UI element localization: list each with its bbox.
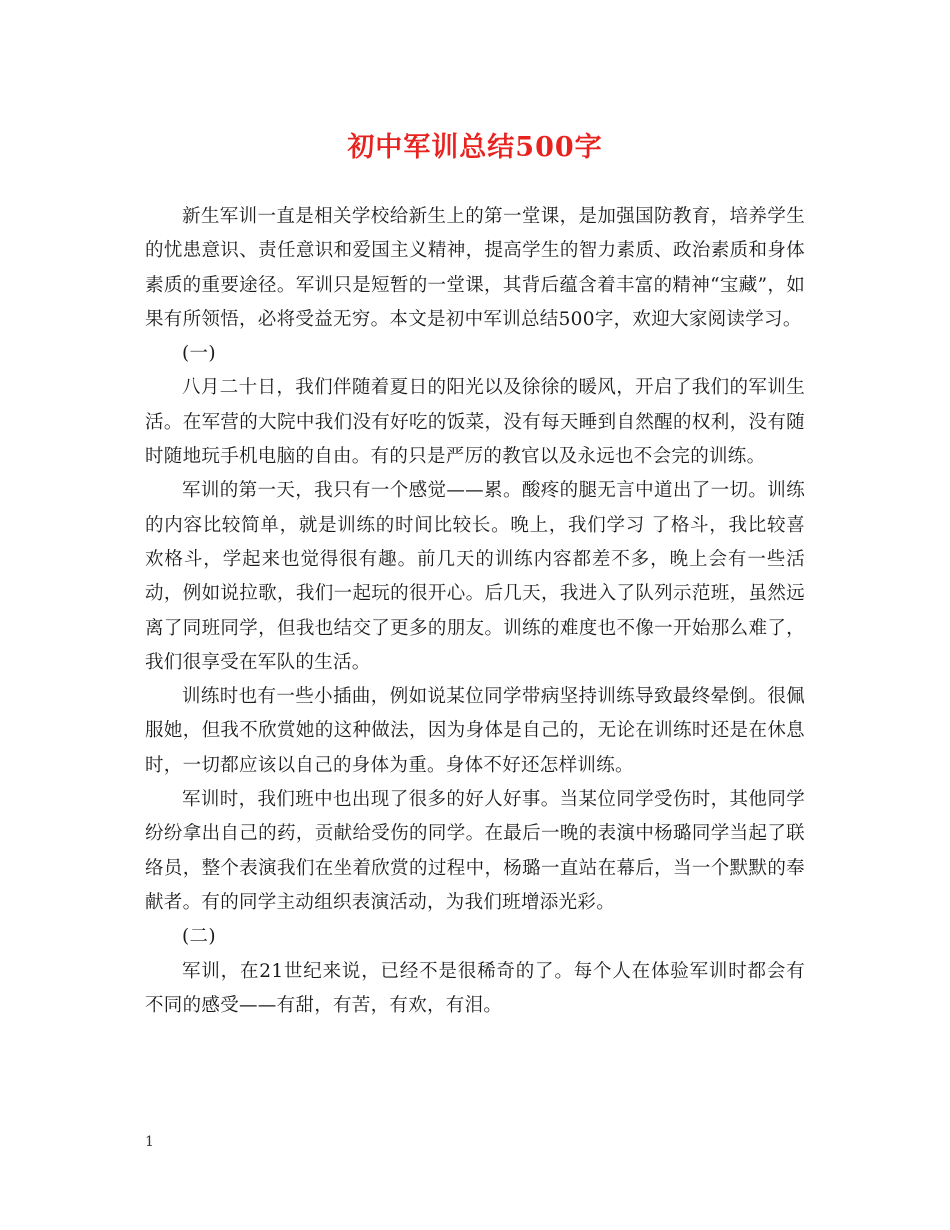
body-paragraph: 军训时，我们班中也出现了很多的好人好事。当某位同学受伤时，其他同学纷纷拿出自己的药，贡献给受伤的同学。在最后一晚的表演中杨璐同学当起了联络员，整个表演我们在坐着欣赏的过程中，杨璐一直站在幕后，当一个默默的奉献者。有的同学主动组织表演活动，为我们班增添光彩。 [145, 789, 805, 913]
document-title: 初中军训总结500字 [347, 132, 603, 163]
section-heading-one: (一) [182, 343, 216, 365]
body-paragraph: 训练时也有一些小插曲，例如说某位同学带病坚持训练导致最终晕倒。很佩服她，但我不欣赏她的这种做法，因为身体是自己的，无论在训练时还是在休息时，一切都应该以自己的身体为重。身体不好还怎样训练。 [145, 686, 805, 776]
page-number: 1 [145, 1134, 154, 1150]
body-paragraph: 军训的第一天，我只有一个感觉——累。酸疼的腿无言中道出了一切。训练的内容比较简单，就是训练的时间比较长。晚上，我们学习 了格斗，我比较喜欢格斗，学起来也觉得很有趣。前几天的训练内容都差不多，晚上会有一些活动，例如说拉歌，我们一起玩的很开心。后几天，我进入了队列示范班，虽然远离了同班同学，但我也结交了更多的朋友。训练的难度也不像一开始那么难了，我们很享受在军队的生活。 [145, 480, 805, 673]
body-paragraph: 军训，在21世纪来说，已经不是很稀奇的了。每个人在体验军训时都会有不同的感受——有甜，有苦，有欢，有泪。 [145, 960, 805, 1016]
section-heading-two: (二) [182, 926, 216, 948]
body-paragraph: 八月二十日，我们伴随着夏日的阳光以及徐徐的暖风，开启了我们的军训生活。在军营的大院中我们没有好吃的饭菜，没有每天睡到自然醒的权利，没有随时随地玩手机电脑的自由。有的只是严厉的教官以及永远也不会完的训练。 [145, 377, 805, 468]
intro-paragraph: 新生军训一直是相关学校给新生上的第一堂课，是加强国防教育，培养学生的忧患意识、责任意识和爱国主义精神，提高学生的智力素质、政治素质和身体素质的重要途径。军训只是短暂的一堂课，其背后蕴含着丰富的精神“宝藏”，如果有所领悟，必将受益无穷。本文是初中军训总结500字，欢迎大家阅读学习。 [145, 206, 805, 330]
document-body [145, 200, 805, 1023]
